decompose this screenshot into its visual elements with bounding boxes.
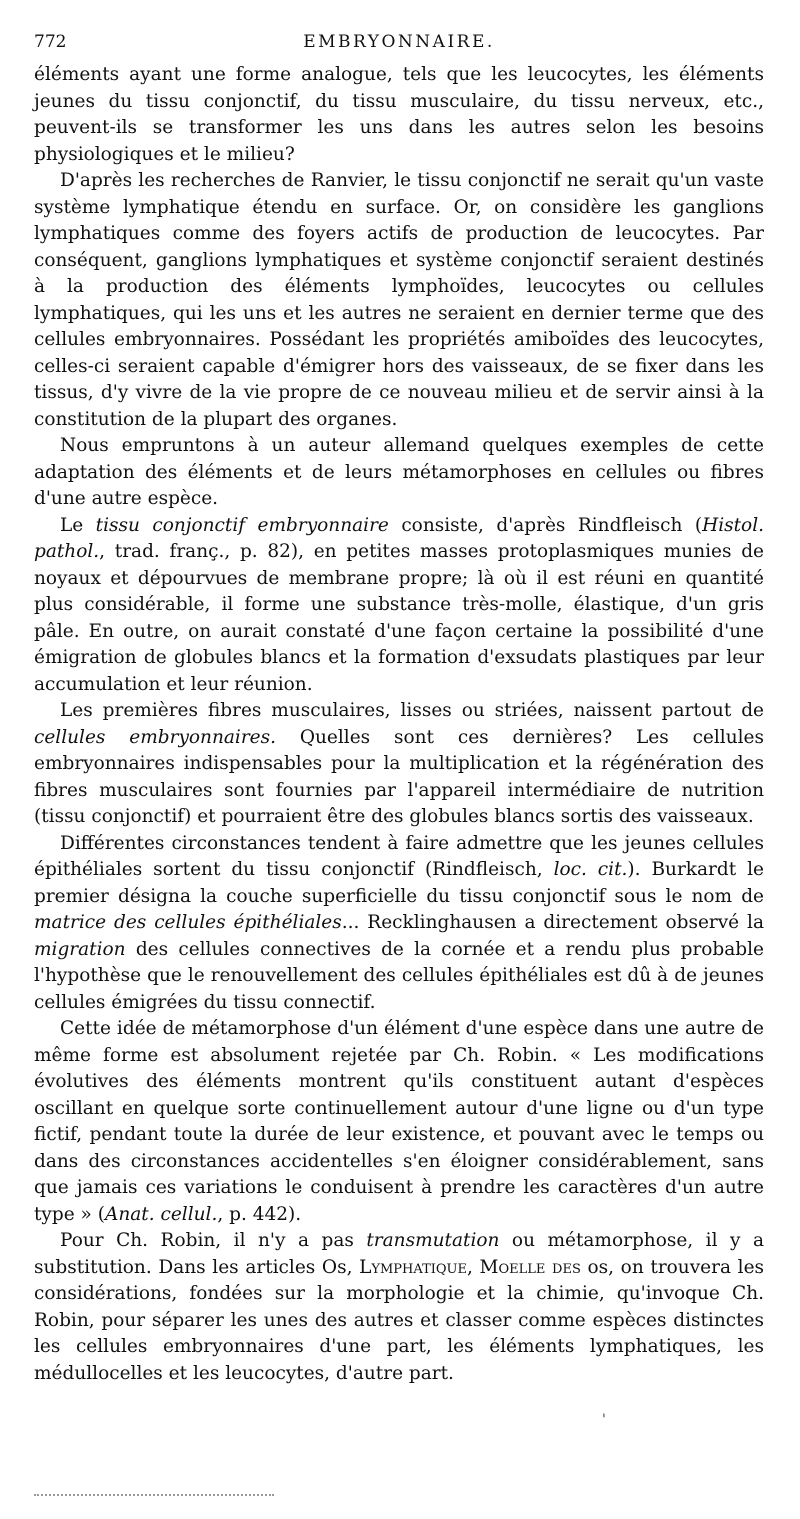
- stray-mark: ': [602, 1412, 606, 1428]
- text-run: éléments ayant une forme analogue, tels que les leucocytes, les éléments jeunes du tissu conjonctif, du tissu musculaire, du tissu nerveux, etc., peuvent-ils se transformer les uns dans les autres selon les besoins physiologiques et le milieu?: [34, 64, 764, 165]
- italic-text: tissu conjonctif embryonnaire: [95, 514, 389, 536]
- italic-text: cellules embryonnaires.: [34, 726, 276, 748]
- page-header: [34, 32, 764, 56]
- paragraph: [34, 698, 764, 831]
- paragraph: [34, 831, 764, 1017]
- text-run: , trad. franç., p. 82), en petites masses protoplasmiques munies de noyaux et dépourvues de membrane propre; là où il est réuni en quantité plus considérable, il forme une substance très-molle, élastique, d'un gris pâle. En outre, on aurait constaté d'une façon certaine la possibilité d'une émigration de globules blancs et la formation d'exsudats plastiques par leur accumulation et leur réunion.: [34, 541, 764, 695]
- running-title: EMBRYONNAIRE.: [303, 32, 495, 52]
- text-run: Cette idée de métamorphose d'un élément d'une espèce dans une autre de même forme est absolument rejetée par Ch. Robin. « Les modifications évolutives des éléments montrent qu'ils constituent autant d'espèces oscillant en quelque sorte continuellement autour d'une ligne ou d'un type fictif, pendant toute la durée de leur existence, et pouvant avec le temps ou dans des circonstances accidentelles s'en éloigner considérablement, sans que jamais ces variations le conduisent à prendre les caractères d'un autre type » (: [34, 1018, 764, 1225]
- italic-text: loc. cit.: [553, 859, 628, 880]
- text-run: Les premières fibres musculaires, lisses ou striées, naissent partout de: [60, 700, 764, 721]
- text-run: Quelles sont ces dernières? Les cellules embryonnaires indispensables pour la multiplication et la régénération des fibres musculaires sont fournies par l'appareil intermédiaire de nutrition (tissu conjonctif) et pourraient être des globules blancs sortis des vaisseaux.: [34, 726, 764, 827]
- paragraph: [34, 1228, 764, 1387]
- page-number: 772: [34, 32, 67, 52]
- paragraph: [34, 62, 764, 168]
- paragraph: [34, 1016, 764, 1228]
- text-run: Différentes circonstances tendent à faire admettre que les jeunes cellules épithéliales sortent du tissu conjonctif (Rindfleisch,: [34, 832, 764, 880]
- paragraph: [34, 168, 764, 433]
- text-run: des cellules connectives de la cornée et a rendu plus probable l'hypothèse que le renouvellement des cellules épithéliales est dû à de jeunes cellules émigrées du tissu connectif.: [34, 938, 764, 1013]
- text-run: Nous empruntons à un auteur allemand quelques exemples de cette adaptation des éléments et de leurs métamorphoses en cellules ou fibres d'une autre espèce.: [34, 435, 764, 509]
- text-run: Le: [60, 514, 96, 536]
- italic-text: migration: [34, 938, 126, 960]
- paragraph: [34, 513, 764, 699]
- text-run: ou métamorphose, il y a substitution. Dans les articles Os,: [34, 1230, 765, 1278]
- italic-text: matrice des cellules épithéliales: [34, 912, 342, 933]
- footer-rule: [34, 1494, 274, 1498]
- text-run: ,: [466, 1256, 480, 1278]
- italic-text: transmutation: [366, 1230, 500, 1251]
- page-body: [34, 62, 764, 1387]
- text-run: consiste, d'après Rindfleisch (: [388, 514, 703, 536]
- small-caps-text: Lymphatique: [359, 1256, 467, 1278]
- text-run: ... Recklinghausen a directement observé la: [341, 912, 764, 933]
- text-run: , p. 442).: [217, 1203, 302, 1225]
- italic-text: Anat. cellul.: [104, 1203, 218, 1225]
- text-run: Pour Ch. Robin, il n'y a pas: [60, 1230, 367, 1251]
- paragraph: [34, 433, 764, 513]
- text-run: D'après les recherches de Ranvier, le tissu conjonctif ne serait qu'un vaste système lymphatique étendu en surface. Or, on considère les ganglions lymphatiques comme des foyers actifs de production de leucocytes. Par conséquent, ganglions lymphatiques et système conjonctif seraient destinés à la production des éléments lymphoïdes, leucocytes ou cellules lymphatiques, qui les uns et les autres ne seraient en dernier terme que des cellules embryonnaires. Possédant les propriétés amiboïdes des leucocytes, celles-ci seraient capable d'émigrer hors des vaisseaux, de se fixer dans les tissus, d'y vivre de la vie propre de ce nouveau milieu et de servir ainsi à la constitution de la plupart des organes.: [34, 170, 764, 430]
- text-run: os, on trouvera les considérations, fondées sur la morphologie et la chimie, qu'invoque Ch. Robin, pour séparer les unes des autres et classer comme espèces distinctes les cellules embryonnaires d'une part, les éléments lymphatiques, les médullocelles et les leucocytes, d'autre part.: [34, 1256, 765, 1384]
- small-caps-text: Moelle des: [479, 1256, 581, 1278]
- italic-text: Histol. pathol.: [34, 514, 764, 562]
- text-run: ). Burkardt le premier désigna la couche superficielle du tissu conjonctif sous le nom de: [34, 859, 764, 907]
